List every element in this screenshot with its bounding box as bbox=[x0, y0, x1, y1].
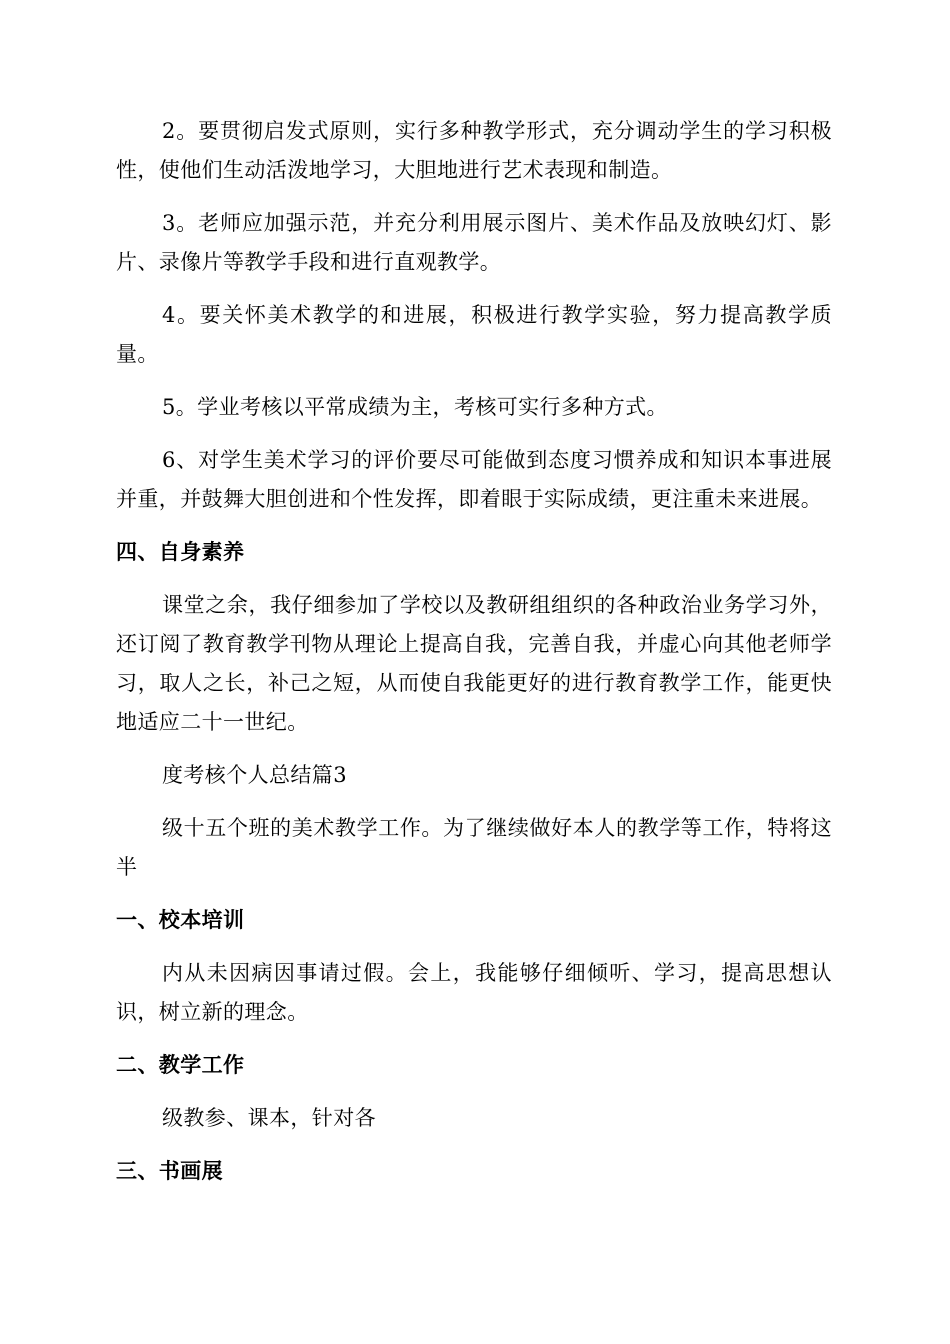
paragraph-item-6: 6、对学生美术学习的评价要尽可能做到态度习惯养成和知识本事进展并重，并鼓舞大胆创进和个性发挥，即着眼于实际成绩，更注重未来进展。 bbox=[116, 448, 832, 511]
paragraph-item-4: 4。要关怀美术教学的和进展，积极进行教学实验，努力提高教学质量。 bbox=[116, 303, 832, 366]
paragraph-item-3: 3。老师应加强示范，并充分利用展示图片、美术作品及放映幻灯、影片、录像片等教学手段和进行直观教学。 bbox=[116, 211, 832, 274]
section-heading-calligraphy-exhibition: 三、书画展 bbox=[116, 1159, 223, 1183]
paragraph-item-2: 2。要贯彻启发式原则，实行多种教学形式，充分调动学生的学习积极性，使他们生动活泼地学习，大胆地进行艺术表现和制造。 bbox=[116, 119, 832, 182]
section-heading-self-quality: 四、自身素养 bbox=[116, 540, 245, 564]
section-heading-teaching-work: 二、教学工作 bbox=[116, 1053, 245, 1077]
paragraph-intro: 级十五个班的美术教学工作。为了继续做好本人的教学等工作，特将这半 bbox=[116, 816, 832, 879]
paragraph-summary-title: 度考核个人总结篇3 bbox=[162, 763, 347, 787]
paragraph-self-quality: 课堂之余，我仔细参加了学校以及教研组组织的各种政治业务学习外，还订阅了教育教学刊物从理论上提高自我，完善自我，并虚心向其他老师学习，取人之长，补己之短，从而使自我能更好的进行教育教学工作，能更快地适应二十一世纪。 bbox=[116, 593, 832, 734]
paragraph-item-5: 5。学业考核以平常成绩为主，考核可实行多种方式。 bbox=[162, 395, 668, 419]
document-body bbox=[116, 112, 832, 1205]
paragraph-teaching-work: 级教参、课本，针对各 bbox=[162, 1106, 376, 1130]
section-heading-school-training: 一、校本培训 bbox=[116, 908, 245, 932]
paragraph-school-training: 内从未因病因事请过假。会上，我能够仔细倾听、学习，提高思想认识，树立新的理念。 bbox=[116, 961, 832, 1024]
